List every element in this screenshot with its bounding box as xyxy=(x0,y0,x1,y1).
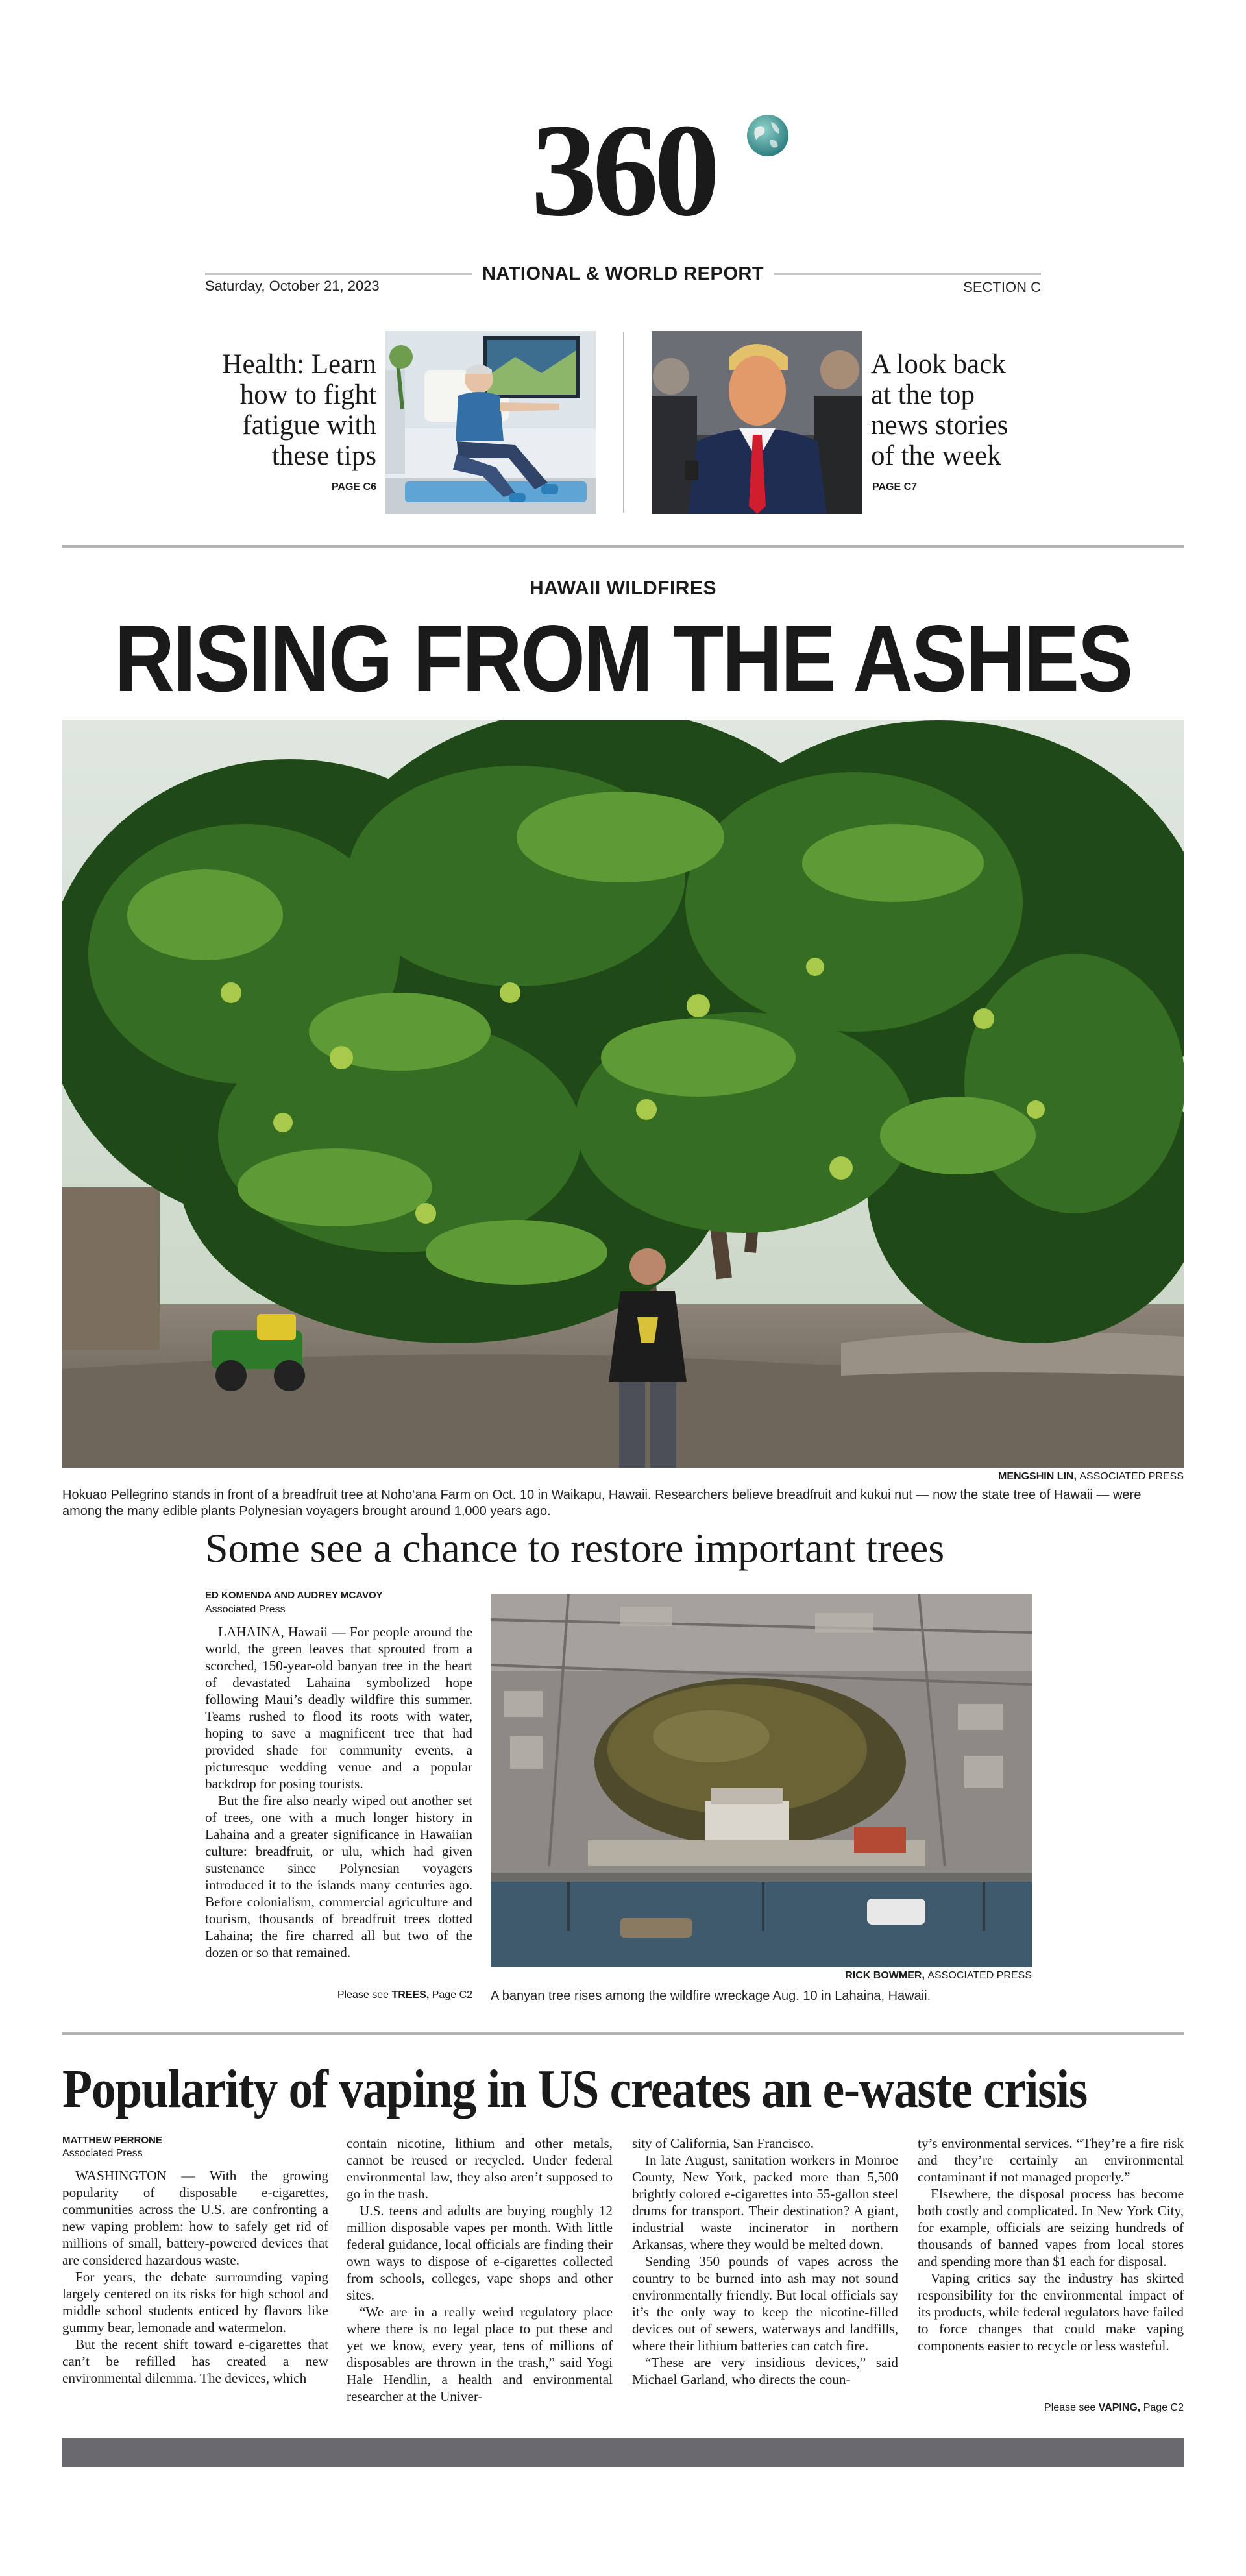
lead-kicker: HAWAII WILDFIRES xyxy=(530,577,716,599)
vaping-paragraph: In late August, sanitation workers in Monroe County, New York, packed more than 5,500 brightly colored e-cigarettes into 55-gallon steel drums for transport. Their destination? A giant, industrial waste incinerator in northern Arkansas, where they would be melted down. xyxy=(632,2152,898,2252)
lead-photo-credit-agency: ASSOCIATED PRESS xyxy=(1079,1471,1184,1482)
vaping-paragraph: Vaping critics say the industry has skirted responsibility for the environmental impact of its products, while federal regulators have failed to force changes that could make vaping components easier to recycle or less wasteful. xyxy=(918,2270,1184,2353)
vaping-paragraph: Elsewhere, the disposal process has become both costly and complicated. In New York City, for example, officials are seizing hundreds of thousands of banned vapes from local stores and spending more than $1 each for disposal. xyxy=(918,2186,1184,2269)
banyan-photo-credit xyxy=(491,1970,1032,1982)
masthead-title: 360 xyxy=(531,97,715,244)
vaping-paragraph: For years, the debate surrounding vaping largely centered on its risks for high school and middle school students enticed by flavors like gummy bear, lemonade and watermelon. xyxy=(62,2269,328,2335)
vaping-paragraph-continued: contain nicotine, lithium and other metals, cannot be reused or recycled. Under federal environmental law, they also aren’t supposed to go in the trash. xyxy=(347,2135,613,2202)
section-label: SECTION C xyxy=(963,279,1041,295)
vaping-paragraph: “We are in a really weird regulatory place where there is no legal place to put these and yet we know, every year, tens of millions of disposables are thrown in the trash,” said Yogi Hale Hendlin, a health and environmental researcher at the Univer- xyxy=(347,2304,613,2404)
teaser-health-text[interactable]: Health: Learn how to fight fatigue with these tips xyxy=(222,349,376,471)
vaping-paragraph-continued: sity of California, San Francisco. xyxy=(632,2135,814,2151)
section-divider-top xyxy=(62,545,1184,548)
vaping-column-3 xyxy=(632,2135,898,2388)
vaping-column-1 xyxy=(62,2167,328,2387)
lead-body-paragraph: But the fire also nearly wiped out another set of trees, one with a much longer history in Lahaina and a greater significance in Hawaiian culture: breadfruit, or ulu, which had given sustenance since Polynesian voyagers introduced it to the islands many centuries ago. Before colonialism, commercial agriculture and tourism, thousands of breadfruit trees dotted Lahaina; the fire charred all but two of the dozen or so that remained. xyxy=(205,1793,472,1960)
vaping-paragraph: But the recent shift toward e-cigarettes that can’t be refilled has created a new environmental dilemma. The devices, which xyxy=(62,2337,328,2386)
lead-photo-credit xyxy=(62,1471,1184,1483)
banyan-photo-credit-name: RICK BOWMER, xyxy=(845,1970,925,1981)
report-name: NATIONAL & WORLD REPORT xyxy=(482,263,764,284)
banyan-photo-caption: A banyan tree rises among the wildfire wreckage Aug. 10 in Lahaina, Hawaii. xyxy=(491,1989,931,2003)
lead-continue-word: TREES, xyxy=(391,1989,430,2000)
lead-byline: ED KOMENDA AND AUDREY MCAVOY xyxy=(205,1590,383,1601)
teaser-news-text[interactable]: A look back at the top news stories of the week xyxy=(871,349,1008,471)
vaping-continue-word: VAPING, xyxy=(1098,2402,1141,2413)
vaping-continue-page: Page C2 xyxy=(1143,2402,1184,2413)
section-divider-middle xyxy=(62,2032,1184,2035)
lead-photo-breadfruit-tree[interactable] xyxy=(62,720,1184,1468)
vaping-paragraph: Sending 350 pounds of vapes across the country to be burned into ash may not sound environmentally friendly. But local officials say it’s the only way to keep the nicotine-filled devices out of sewers, waterways and landfills, where their lithium batteries can catch fire. xyxy=(632,2254,898,2353)
vaping-continue[interactable] xyxy=(918,2402,1184,2414)
lead-body-paragraph: LAHAINA, Hawaii — For people around the world, the green leaves that sprouted from a scorched, 150-year-old banyan tree in the heart of devastated Lahaina symbolized hope following Maui’s deadly wildfire this summer. Teams rushed to flood its roots with water, hoping to save a magnificent tree that had provided shade for community events, a picturesque wedding venue and a popular backdrop for posing tourists. xyxy=(205,1624,472,1792)
masthead-rule-left xyxy=(205,273,472,275)
lead-photo-caption: Hokuao Pellegrino stands in front of a breadfruit tree at Noho‘ana Farm on Oct. 10 in Waikapu, Hawaii. Researchers believe breadfruit and kukui nut — now the state tree of Hawaii — were among the many edible plants Polynesian voyagers brought around 1,000 years ago. xyxy=(62,1488,1142,1518)
lead-agency: Associated Press xyxy=(205,1604,286,1615)
issue-date: Saturday, October 21, 2023 xyxy=(205,278,380,294)
vaping-continue-prefix: Please see xyxy=(1044,2402,1096,2413)
teaser-news-photo[interactable] xyxy=(652,331,862,514)
lead-body xyxy=(205,1623,472,1961)
lead-headline[interactable]: RISING FROM THE ASHES xyxy=(114,605,1132,711)
teaser-health-page: PAGE C6 xyxy=(331,481,376,492)
bottom-bar xyxy=(62,2438,1184,2467)
lead-deck[interactable]: Some see a chance to restore important trees xyxy=(205,1525,945,1571)
vaping-paragraph: WASHINGTON — With the growing popularity of disposable e-cigarettes, communities across the U.S. are confronting a new vaping problem: how to safely get rid of millions of small, battery-powered devices that are considered hazardous waste. xyxy=(62,2168,328,2268)
globe-icon xyxy=(746,114,789,157)
lead-photo-banyan-aerial[interactable] xyxy=(491,1594,1032,1967)
teaser-health-photo[interactable] xyxy=(385,331,596,514)
vaping-column-2 xyxy=(347,2135,613,2405)
vaping-paragraph: U.S. teens and adults are buying roughly 12 million disposable vapes per month. With little federal guidance, local officials are finding their own ways to dispose of e-cigarettes collected from schools, colleges, vape shops and other sites. xyxy=(347,2203,613,2303)
vaping-paragraph: “These are very insidious devices,” said Michael Garland, who directs the coun- xyxy=(632,2355,898,2387)
vaping-agency: Associated Press xyxy=(62,2148,143,2159)
vaping-byline: MATTHEW PERRONE xyxy=(62,2135,162,2146)
vaping-headline[interactable]: Popularity of vaping in US creates an e-waste crisis xyxy=(62,2059,1087,2119)
lead-continue-prefix: Please see xyxy=(337,1989,389,2000)
lead-photo-credit-name: MENGSHIN LIN, xyxy=(998,1471,1077,1482)
vaping-column-4 xyxy=(918,2135,1184,2354)
lead-continue-page: Page C2 xyxy=(432,1989,472,2000)
vaping-paragraph-continued: ty’s environmental services. “They’re a fire risk and they’re certainly an environmental contaminant if not managed properly.” xyxy=(918,2135,1184,2185)
masthead-rule-right xyxy=(774,273,1041,275)
lead-continue[interactable] xyxy=(205,1989,472,2001)
banyan-photo-credit-agency: ASSOCIATED PRESS xyxy=(927,1970,1032,1981)
teaser-news-page: PAGE C7 xyxy=(872,481,918,492)
teaser-divider xyxy=(623,332,624,513)
